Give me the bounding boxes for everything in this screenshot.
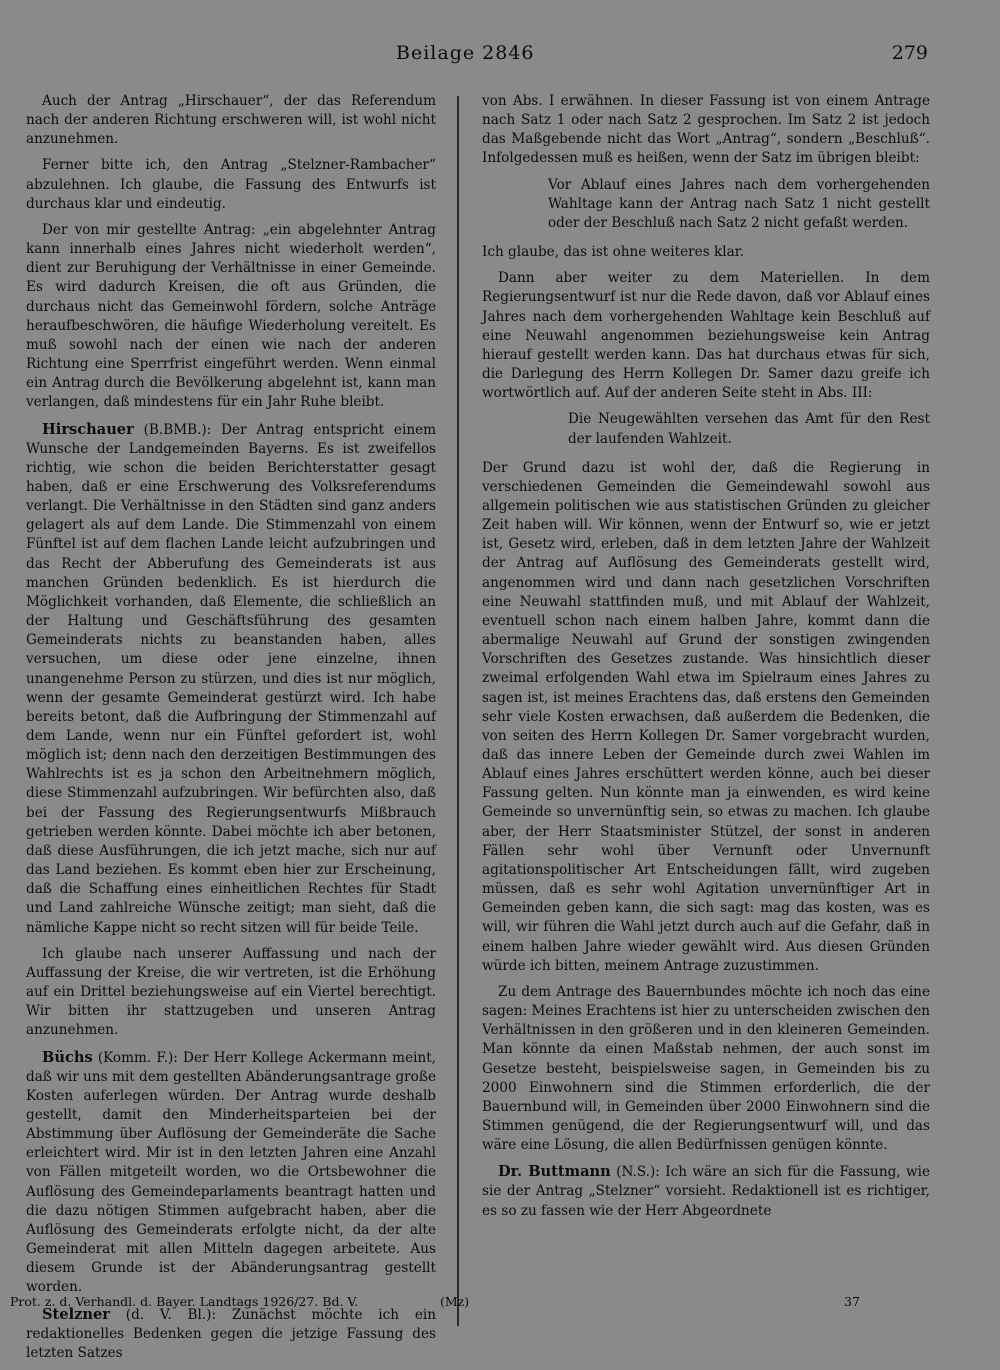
paragraph [482, 269, 930, 403]
paragraph-text: Der Grund dazu ist wohl der, daß die Regierung in verschiedenen Gemeinden die Gemeindewahl sowohl aus allgemein politischen wie aus statistischen Gründen zu gleicher Zeit haben will. Wir können, wenn der Entwurf so, wie er jetzt ist, Gesetz wird, erleben, daß in dem letzten Jahre der Wahlzeit der Antrag auf Auflösung des Gemeinderats gestellt wird, angenommen wird und dann nach gesetzlichen Vorschriften eine Neuwahl stattfinden muß, und mit Ablauf der Wahlzeit, eventuell schon nach einem halben Jahre, kommt dann die abermalige Neuwahl auf Grund der sonstigen zwingenden Vorschriften des Gesetzes zustande. Was hinsichtlich dieser zweimal erfolgenden Wahl etwa im Spielraum eines Jahres zu sagen ist, ist meines Erachtens das, daß erstens den Gemeinden sehr viele Kosten erwachsen, daß außerdem die Bedenken, die von seiten des Herrn Kollegen Dr. Samer vorgebracht wurden, daß das innere Leben der Gemeinde durch zwei Wahlen im Ablauf eines Jahres erschüttert werden könne, auch bei dieser Fassung gelten. Nun könnte man ja einwenden, es wird keine Gemeinde so unvernünftig sein, so etwas zu machen. Ich glaube aber, der Herr Staatsminister Stützel, der sonst in anderen Fällen sehr wohl über Vernunft oder Unvernunft agitationspolitischer Art Entscheidungen fällt, wird zugeben müssen, daß es sehr wohl Agitation unvernünftiger Art in Gemeinden geben kann, die sich sagt: mag das kosten, was es will, wir führen die Wahl jetzt durch auch auf die Gefahr, daß in einem halben Jahre wieder gewählt wird. Aus diesen Gründen würde ich bitten, meinem Antrage zuzustimmen. [482, 459, 930, 974]
speaker-name: Dr. Buttmann [498, 1163, 611, 1181]
speaker-party: (N.S.): [616, 1164, 660, 1181]
paragraph-text: Der Antrag entspricht einem Wunsche der Landgemeinden Bayerns. Es ist zweifellos richtig, wie schon die beiden Berichterstatter gesagt haben, daß er eine Erschwerung des Volksreferendums verlangt. Die Verhältnisse in den Städten sind ganz anders gelagert als auf dem Lande. Die Stimmenzahl von einem Fünftel ist auf dem flachen Lande leicht aufzubringen und das Recht der Abberufung des Gemeinderats ist aus manchen Gründen bedenklich. Es ist hierdurch die Möglichkeit vorhanden, daß Elemente, die schließlich an der Haltung und Geschäftsführung des gesamten Gemeinderats nichts zu beanstanden haben, alles versuchen, um diese oder jene einzelne, ihnen unangenehme Person zu stürzen, und dies ist nur möglich, wenn der gesamte Gemeinderat gestürzt wird. Ich habe bereits betont, daß die Aufbringung der Stimmenzahl auf dem Lande, wenn nur ein Fünftel gefordert ist, wohl möglich ist; denn nach den derzeitigen Bestimmungen des Wahlrechts ist es ja schon den Arbeitnehmern möglich, diese Stimmenzahl aufzubringen. Wir befürchten also, daß bei der Fassung des Regierungsentwurfs Mißbrauch getrieben werden könnte. Dabei möchte ich aber betonen, daß diese Ausführungen, die ich jetzt mache, sich nur auf das Land beziehen. Es kommt eben hier zur Erscheinung, daß die Schaffung eines einheitlichen Rechtes für Stadt und Land zahlreiche Wünsche zeitigt; man sieht, daß die nämliche Kappe nicht so recht sitzen will für beide Teile. [26, 421, 437, 936]
paragraph [26, 945, 436, 1041]
paragraph-text: Ich glaube, das ist ohne weiteres klar. [482, 244, 745, 261]
left-column [26, 92, 436, 1370]
speaker-name: Hirschauer [42, 420, 134, 438]
page-number: 279 [891, 42, 928, 64]
paragraph [482, 243, 930, 262]
paragraph-text: Ferner bitte ich, den Antrag „Stelzner-Rambacher“ abzulehnen. Ich glaube, die Fassung des Entwurfs ist durchaus klar und eindeutig. [26, 157, 436, 212]
right-column [482, 92, 930, 1228]
paragraph-text: von Abs. I erwähnen. In dieser Fassung ist von einem Antrage nach Satz 1 oder nach Satz 2 gesprochen. Im Satz 2 ist jedoch das Maßgebende nicht das Wort „Antrag“, sondern „Beschluß“. Infolgedessen muß es heißen, wenn der Satz im übrigen bleibt: [482, 93, 930, 167]
page-footer [0, 1294, 1000, 1314]
speaker-party: (d. V. Bl.): [125, 1306, 217, 1323]
paragraph-text: Ich glaube nach unserer Auffassung und nach der Auffassung der Kreise, die wir vertreten, ist die Erhöhung auf ein Drittel beziehungsweise auf ein Viertel berechtigt. Wir bitten ihr stattzugeben und unseren Antrag anzunehmen. [26, 945, 436, 1039]
footer-sheet-number: 37 [844, 1294, 860, 1309]
page-header [0, 42, 1000, 72]
paragraph [26, 221, 436, 413]
speaker-name: Büchs [42, 1048, 93, 1066]
paragraph [26, 92, 436, 149]
paragraph-text: Der Herr Kollege Ackermann meint, daß wir uns mit dem gestellten Abänderungsantrage große Kosten auferlegen würden. Der Antrag wurde deshalb gestellt, damit den Minderheitsparteien bei der Abstimmung über Auflösung der Gemeinderäte die Sache erleichtert wird. Mir ist in den letzten Jahren eine Anzahl von Fällen mitgeteilt worden, wo die Ortsbewohner die Auflösung des Gemeindeparlaments beantragt hatten und die dazu nötigen Stimmen aufgebracht haben, aber die Auflösung des Gemeinderats erfolgte nicht, da der alte Gemeinderat mit allen Mitteln dagegen arbeitete. Aus diesem Grunde ist der Abänderungsantrag gestellt worden. [26, 1049, 436, 1296]
paragraph [26, 420, 436, 938]
paragraph [482, 1162, 930, 1220]
paragraph-text: Auch der Antrag „Hirschauer“, der das Referendum nach der anderen Richtung erschweren will, ist wohl nicht anzunehmen. [26, 93, 436, 148]
paragraph [26, 1048, 436, 1298]
quoted-paragraph: Vor Ablauf eines Jahres nach dem vorhergehenden Wahltage kann der Antrag nach Satz 1 nicht gestellt oder der Beschluß nach Satz 2 nicht gefaßt werden. [548, 176, 930, 231]
paragraph-text: Zu dem Antrage des Bauernbundes möchte ich noch das eine sagen: Meines Erachtens ist hier zu unterscheiden zwischen den Verhältnissen in den größeren und in den kleineren Gemeinden. Man könnte da einen Maßstab nehmen, der auch sonst im Gesetze besteht, beispielsweise sagen, in Gemeinden bis zu 2000 Einwohnern sind die Stimmen erforderlich, die der Bauernbund will, in Gemeinden über 2000 Einwohnern sind die Stimmen genügend, die der Regierungsentwurf will, und das wäre eine Lösung, die allen Bedürfnissen genügen könnte. [482, 983, 930, 1154]
footer-source: Prot. z. d. Verhandl. d. Bayer. Landtags 1926/27. Bd. V. [10, 1294, 359, 1309]
footer-mark: (Mz) [440, 1294, 470, 1309]
paragraph-text: Zunächst möchte ich ein redaktionelles Bedenken gegen die jetzige Fassung des letzten Satzes [26, 1306, 436, 1361]
paragraph [482, 459, 930, 976]
speaker-name: Stelzner [42, 1305, 110, 1323]
page-title: Beilage 2846 [396, 42, 535, 64]
paragraph [26, 156, 436, 213]
paragraph-text: Der von mir gestellte Antrag: „ein abgelehnter Antrag kann innerhalb eines Jahres nicht wiederholt werden“, dient zur Beruhigung der Verhältnisse in einer Gemeinde. Es wird dadurch Kreisen, die oft aus Gründen, die durchaus nicht das Gemeinwohl fördern, solche Anträge heraufbeschwören, die häufige Wiederholung vereitelt. Es muß sowohl nach der einen wie nach der anderen Richtung eine Sperrfrist eingeführt werden. Wenn einmal ein Antrag durch die Bevölkerung abgelehnt ist, kann man verlangen, daß mindestens für ein Jahr Ruhe bleibt. [26, 221, 436, 411]
paragraph [482, 983, 930, 1155]
paragraph [482, 92, 930, 169]
speaker-party: (Komm. F.): [97, 1049, 178, 1066]
speaker-party: (B.BMB.): [143, 421, 212, 438]
paragraph-text: Dann aber weiter zu dem Materiellen. In dem Regierungsentwurf ist nur die Rede davon, daß vor Ablauf eines Jahres nach dem vorhergehenden Wahltage kein Beschluß auf eine Neuwahl angenommen beziehungsweise kein Antrag hierauf gestellt werden kann. Das hat durchaus etwas für sich, die Darlegung des Herrn Kollegen Dr. Samer dazu greife ich wortwörtlich auf. Auf der anderen Seite steht in Abs. III: [482, 270, 930, 402]
quoted-paragraph: Die Neugewählten versehen das Amt für den Rest der laufenden Wahlzeit. [568, 411, 930, 447]
paragraph-text: Ich wäre an sich für die Fassung, wie sie der Antrag „Stelzner“ vorsieht. Redaktionell ist es richtiger, es so zu fassen wie der Herr Abgeordnete [482, 1164, 931, 1219]
column-divider [457, 96, 459, 1326]
